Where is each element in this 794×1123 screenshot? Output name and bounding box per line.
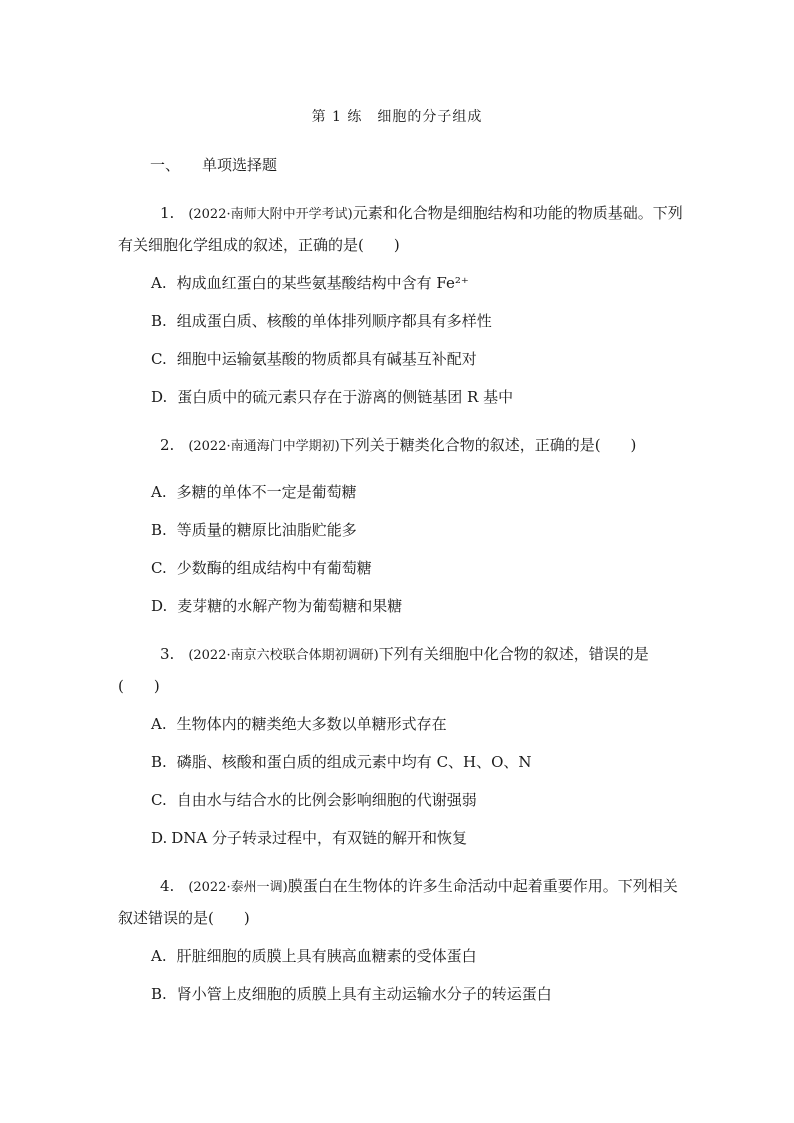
question-text: 下列关于糖类化合物的叙述，正确的是( ): [339, 436, 637, 454]
option-text: 生物体内的糖类绝大多数以单糖形式存在: [176, 715, 447, 733]
option-letter: C.: [151, 559, 167, 577]
option-letter: A.: [151, 947, 167, 965]
question-number: 1.: [160, 204, 175, 222]
option-text: 自由水与结合水的比例会影响细胞的代谢强弱: [176, 791, 477, 809]
option-letter: C.: [151, 350, 167, 368]
page-title: 第 1 练 细胞的分子组成: [311, 109, 483, 125]
option: [151, 751, 532, 772]
option: [151, 789, 477, 810]
option: [151, 348, 477, 369]
option-letter: B.: [151, 312, 167, 330]
option-text: 多糖的单体不一定是葡萄糖: [176, 483, 357, 501]
option: [151, 481, 357, 502]
option-text: 少数酶的组成结构中有葡萄糖: [176, 559, 372, 577]
option: [151, 272, 469, 293]
question-stem: [118, 198, 688, 260]
option-letter: A.: [151, 483, 167, 501]
option: [151, 310, 492, 331]
question-text: 膜蛋白在生物体的许多生命活动中起着重要作用。下列相关叙述错误的是( ): [118, 877, 678, 927]
option: [151, 557, 372, 578]
question-number: 3.: [160, 645, 175, 663]
question-text: 元素和化合物是细胞结构和功能的物质基础。下列有关细胞化学组成的叙述，正确的是( ): [118, 204, 683, 254]
option: [151, 519, 357, 540]
option-text: DNA 分子转录过程中，有双链的解开和恢复: [171, 829, 468, 847]
option-letter: A.: [151, 274, 167, 292]
question-source: (2022·南京六校联合体期初调研): [188, 648, 379, 663]
question-stem: [118, 871, 688, 933]
question-number: 2.: [160, 436, 175, 454]
question-stem: [118, 430, 688, 462]
option-text: 蛋白质中的硫元素只存在于游离的侧链基团 R 基中: [177, 388, 514, 406]
option-letter: B.: [151, 521, 167, 539]
question-text: 下列有关细胞中化合物的叙述，错误的是( ): [118, 645, 649, 695]
option-text: 构成血红蛋白的某些氨基酸结构中含有 Fe²⁺: [176, 274, 469, 292]
option: [151, 945, 477, 966]
option-text: 磷脂、核酸和蛋白质的组成元素中均有 C、H、O、N: [176, 753, 532, 771]
section-label: 单项选择题: [202, 156, 278, 174]
question-number: 4.: [160, 877, 175, 895]
option-letter: C.: [151, 791, 167, 809]
option-text: 肝脏细胞的质膜上具有胰高血糖素的受体蛋白: [176, 947, 477, 965]
option: [151, 595, 402, 616]
option-letter: D.: [151, 597, 168, 615]
option-letter: D.: [151, 388, 168, 406]
option: [151, 713, 447, 734]
option-text: 细胞中运输氨基酸的物质都具有碱基互补配对: [176, 350, 477, 368]
option-letter: D.: [151, 829, 168, 847]
option-letter: B.: [151, 985, 167, 1003]
option: [151, 827, 467, 848]
option: [151, 983, 552, 1004]
question-source: (2022·泰州一调): [188, 880, 288, 895]
option: [151, 386, 513, 407]
question-source: (2022·南师大附中开学考试): [188, 207, 353, 222]
question-source: (2022·南通海门中学期初): [188, 439, 340, 454]
option-text: 组成蛋白质、核酸的单体排列顺序都具有多样性: [176, 312, 492, 330]
option-text: 肾小管上皮细胞的质膜上具有主动运输水分子的转运蛋白: [176, 985, 552, 1003]
option-text: 麦芽糖的水解产物为葡萄糖和果糖: [177, 597, 403, 615]
section-number: 一、: [150, 156, 181, 174]
option-letter: B.: [151, 753, 167, 771]
question-stem: [118, 639, 688, 701]
section-heading: [150, 154, 277, 175]
option-text: 等质量的糖原比油脂贮能多: [176, 521, 357, 539]
option-letter: A.: [151, 715, 167, 733]
